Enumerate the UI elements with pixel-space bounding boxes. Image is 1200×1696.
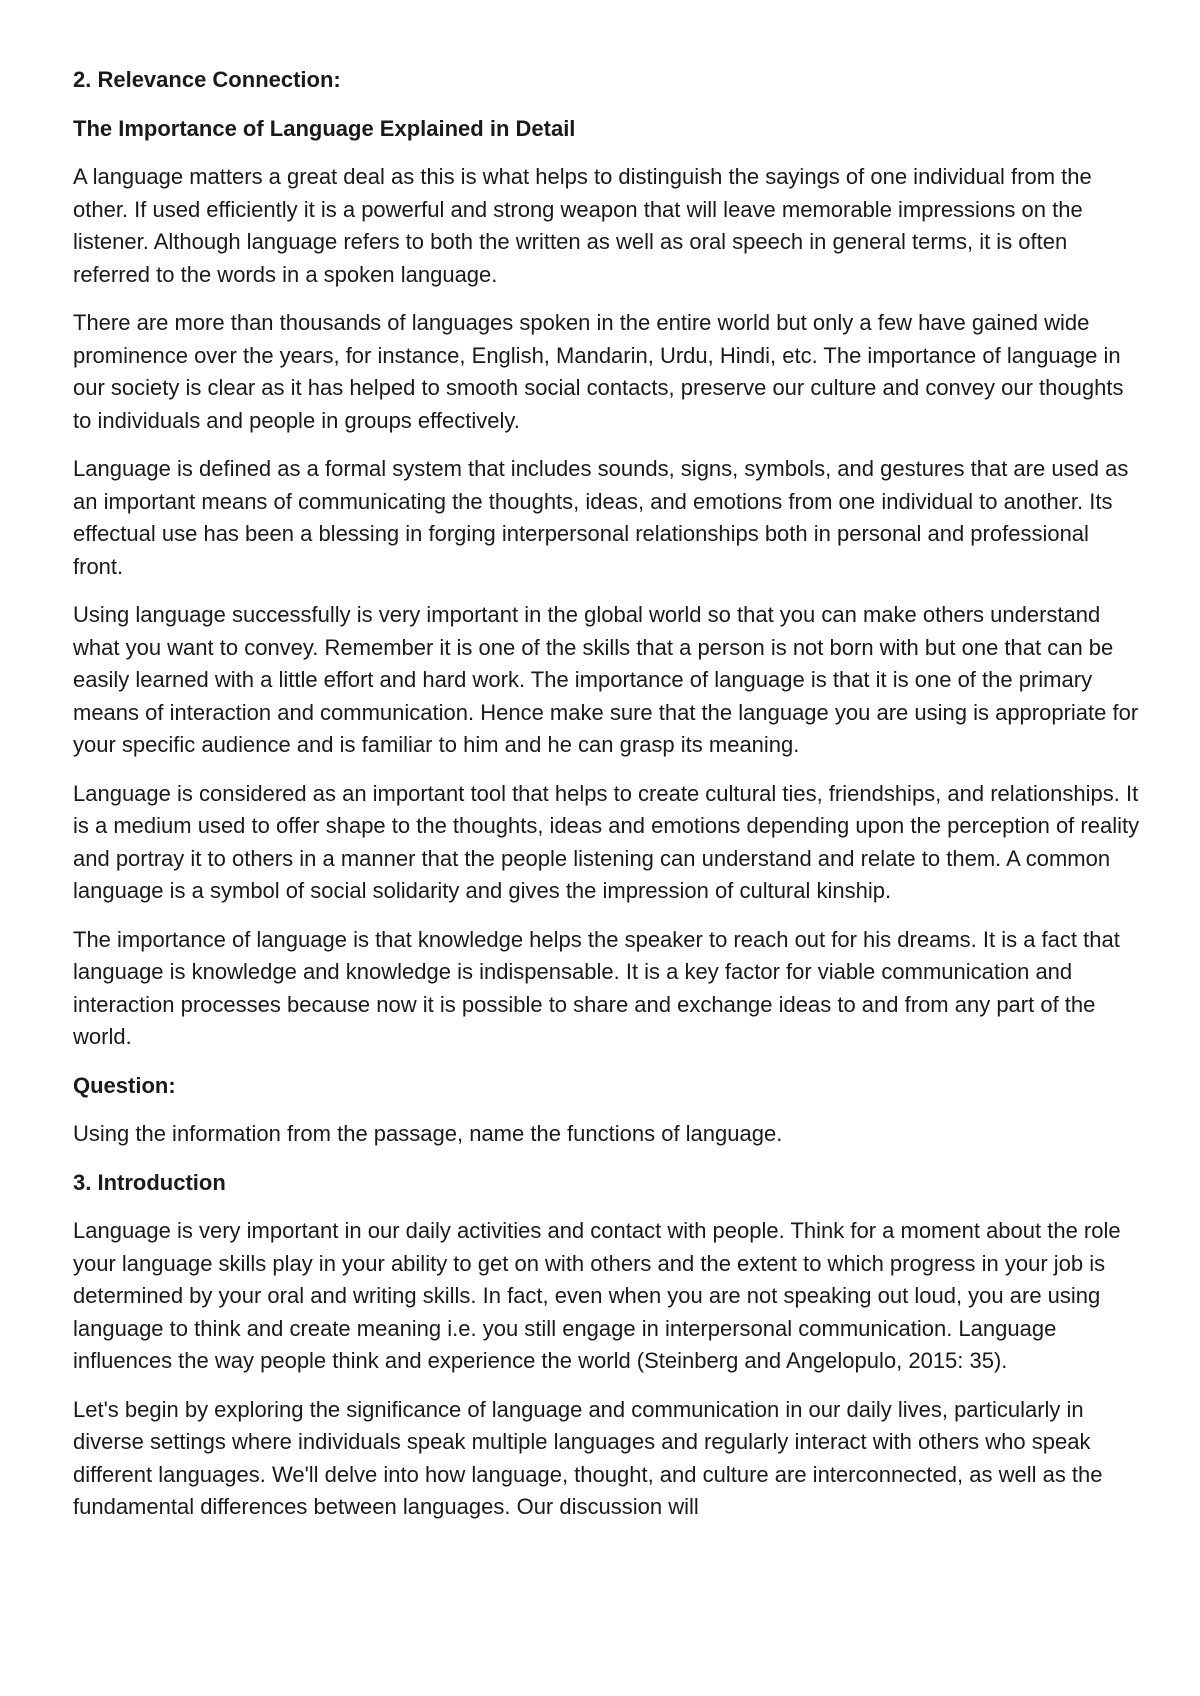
paragraph: There are more than thousands of languages spoken in the entire world but only a few have gained wide prominence over the years, for instance, English, Mandarin, Urdu, Hindi, etc. The importance of language in our society is clear as it has helped to smooth social contacts, preserve our culture and convey our thoughts to individuals and people in groups effectively. bbox=[73, 310, 1124, 433]
paragraph: The importance of language is that knowledge helps the speaker to reach out for his dreams. It is a fact that language is knowledge and knowledge is indispensable. It is a key factor for viable communication and interaction processes because now it is possible to share and exchange ideas to and from any part of the world. bbox=[73, 926, 1120, 1049]
section-heading-introduction: 3. Introduction bbox=[73, 1169, 226, 1195]
paragraph: Let's begin by exploring the significance of language and communication in our daily lives, particularly in diverse settings where individuals speak multiple languages and regularly interact with others who speak different languages. We'll delve into how language, thought, and culture are interconnected, as well as the fundamental differences between languages. Our discussion will bbox=[73, 1396, 1103, 1519]
section-heading-relevance: 2. Relevance Connection: bbox=[73, 67, 341, 92]
document-page bbox=[73, 64, 1143, 1540]
question-text: Using the information from the passage, name the functions of language. bbox=[73, 1121, 783, 1146]
paragraph: A language matters a great deal as this is what helps to distinguish the sayings of one individual from the other. If used efficiently it is a powerful and strong weapon that will leave memorable impressions on the listener. Although language refers to both the written as well as oral speech in general terms, it is often referred to the words in a spoken language. bbox=[73, 164, 1092, 287]
subheading-importance-of-language: The Importance of Language Explained in Detail bbox=[73, 115, 576, 141]
paragraph: Language is considered as an important tool that helps to create cultural ties, friendships, and relationships. It is a medium used to offer shape to the thoughts, ideas and emotions depending upon the perception of reality and portray it to others in a manner that the people listening can understand and relate to them. A common language is a symbol of social solidarity and gives the impression of cultural kinship. bbox=[73, 780, 1140, 903]
paragraph: Using language successfully is very important in the global world so that you can make others understand what you want to convey. Remember it is one of the skills that a person is not born with but one that can be easily learned with a little effort and hard work. The importance of language is that it is one of the primary means of interaction and communication. Hence make sure that the language you are using is appropriate for your specific audience and is familiar to him and he can grasp its meaning. bbox=[73, 602, 1139, 757]
question-heading: Question: bbox=[73, 1072, 176, 1098]
paragraph: Language is defined as a formal system that includes sounds, signs, symbols, and gestures that are used as an important means of communicating the thoughts, ideas, and emotions from one individual to another. Its effectual use has been a blessing in forging interpersonal relationships both in personal and professional front. bbox=[73, 456, 1129, 579]
paragraph: Language is very important in our daily activities and contact with people. Think for a moment about the role your language skills play in your ability to get on with others and the extent to which progress in your job is determined by your oral and writing skills. In fact, even when you are not speaking out loud, you are using language to think and create meaning i.e. you still engage in interpersonal communication. Language influences the way people think and experience the world (Steinberg and Angelopulo, 2015: 35). bbox=[73, 1218, 1121, 1373]
